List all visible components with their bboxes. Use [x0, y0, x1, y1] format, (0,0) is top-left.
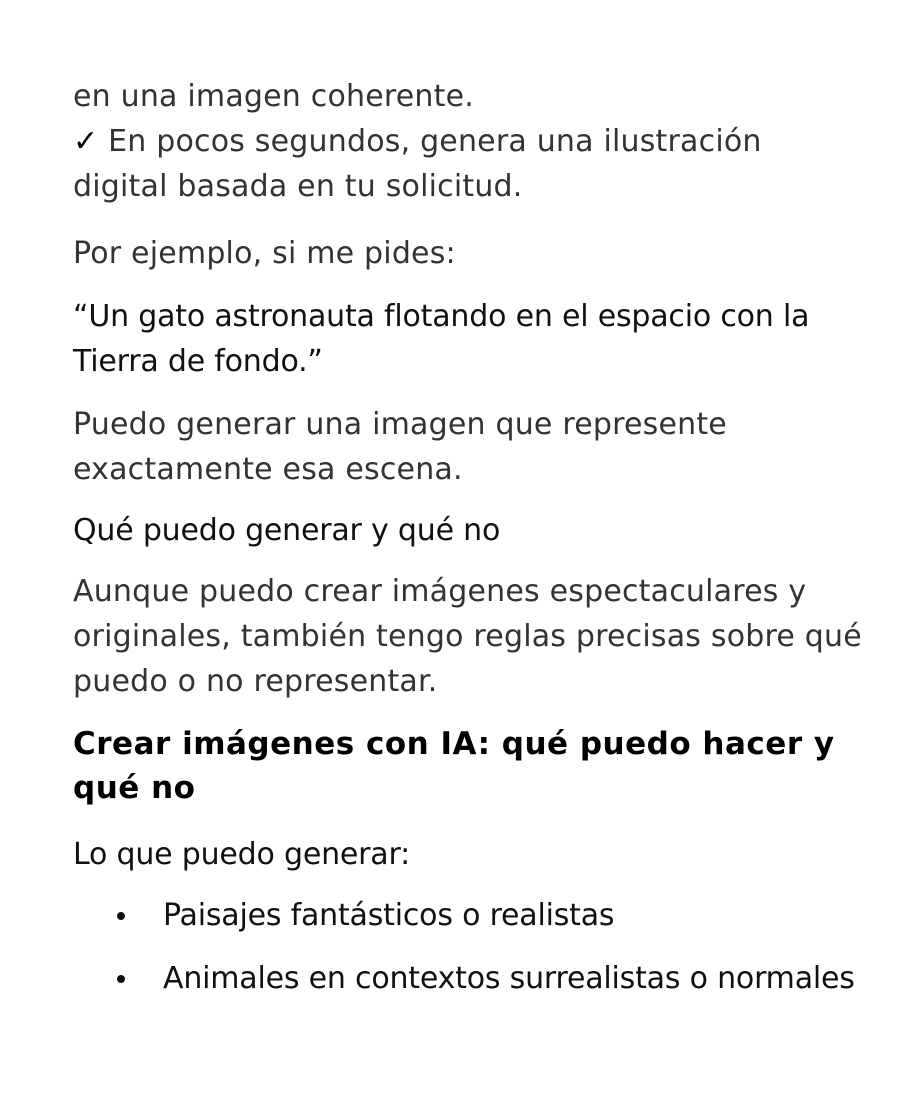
list-item [73, 956, 863, 1001]
bullet-icon [117, 912, 125, 920]
example-quote: “Un gato astronauta flotando en el espacio con la Tierra de fondo.” [73, 299, 810, 379]
list-item [73, 893, 863, 938]
subheading: Qué puedo generar y qué no [73, 513, 501, 548]
check-paragraph [73, 119, 863, 209]
section-title: Crear imágenes con IA: qué puedo hacer y qué no [73, 726, 835, 806]
can-generate-list [73, 893, 863, 1001]
example-intro: Por ejemplo, si me pides: [73, 236, 456, 271]
rules-paragraph: Aunque puedo crear imágenes espectaculares y originales, también tengo reglas precisas sobre qué puedo o no representar. [73, 574, 862, 699]
document-page [73, 74, 863, 1001]
check-mark-icon: ✓ [73, 124, 99, 159]
can-generate-label: Lo que puedo generar: [73, 837, 410, 872]
list-item-text: Animales en contextos surrealistas o normales [163, 961, 855, 996]
example-result: Puedo generar una imagen que represente exactamente esa escena. [73, 407, 727, 487]
list-item-text: Paisajes fantásticos o realistas [163, 898, 615, 933]
bullet-icon [117, 975, 125, 983]
intro-line: en una imagen coherente. [73, 79, 474, 114]
check-text: En pocos segundos, genera una ilustración digital basada en tu solicitud. [73, 124, 762, 204]
